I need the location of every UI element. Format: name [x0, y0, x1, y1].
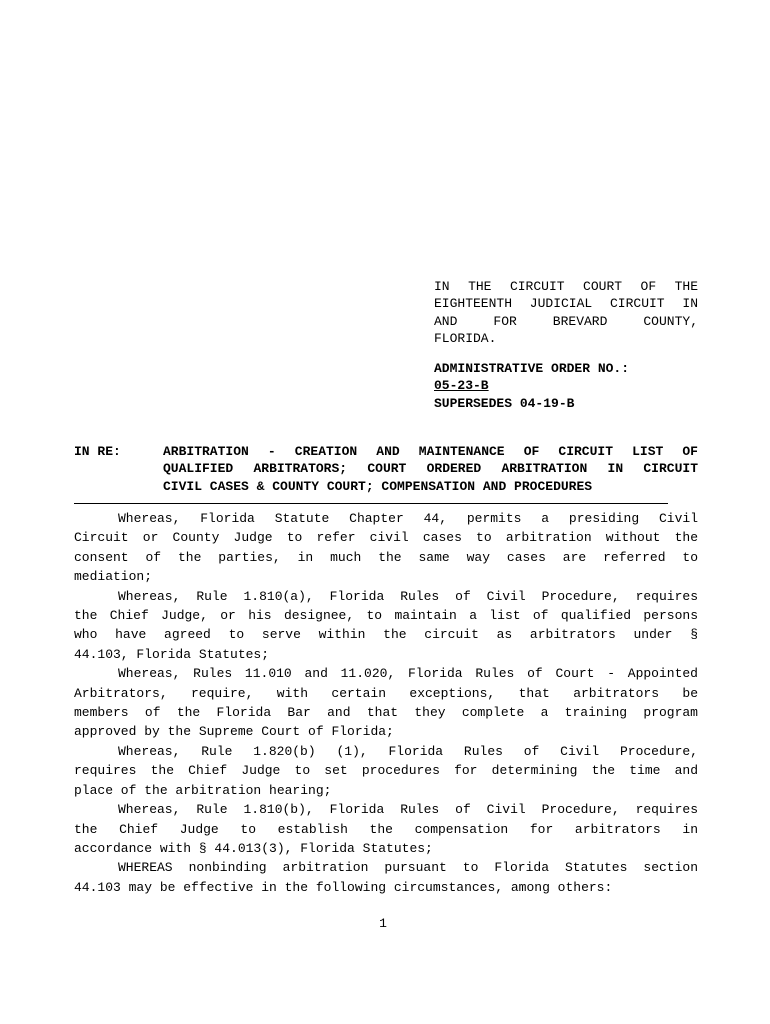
page-number-text: 1 [379, 916, 387, 931]
caption-line: IN THE CIRCUIT COURT OF THE [434, 279, 698, 294]
body-line: members of the Florida Bar and that they complete a training program [74, 705, 698, 721]
body-line: requires the Chief Judge to set procedures for determining the time and [74, 763, 698, 779]
page-number [0, 915, 770, 932]
body-line: the Chief Judge to establish the compensation for arbitrators in [74, 821, 698, 837]
body-line: approved by the Supreme Court of Florida; [74, 724, 394, 740]
body-line: mediation; [74, 569, 153, 585]
body-line: Circuit or County Judge to refer civil cases to arbitration without the [74, 530, 698, 546]
in-re-subject [163, 443, 698, 495]
order-supersedes: SUPERSEDES 04-19-B [434, 395, 575, 411]
order-label: ADMINISTRATIVE ORDER NO.: [434, 361, 630, 376]
body-line: 44.103, Florida Statutes; [74, 646, 270, 662]
caption-line: AND FOR BREVARD COUNTY, [434, 313, 698, 329]
caption-line: EIGHTEENTH JUDICIAL CIRCUIT IN [434, 296, 698, 312]
in-re-line: ARBITRATION - CREATION AND MAINTENANCE OF CIRCUIT LIST OF [163, 444, 698, 459]
body-line: Whereas, Rules 11.010 and 11.020, Florida Rules of Court - Appointed [118, 666, 698, 682]
order-number: 05-23-B [434, 378, 489, 394]
body-line: accordance with § 44.013(3), Florida Statutes; [74, 840, 433, 856]
body-line: Whereas, Florida Statute Chapter 44, permits a presiding Civil [118, 511, 698, 526]
order-body [74, 509, 698, 897]
body-line: Whereas, Rule 1.820(b) (1), Florida Rules of Civil Procedure, [118, 743, 698, 759]
court-caption [434, 278, 698, 347]
body-line: Arbitrators, require, with certain exceptions, that arbitrators be [74, 685, 698, 701]
caption-line: FLORIDA. [434, 330, 497, 346]
divider-line [74, 503, 668, 504]
in-re-line: CIVIL CASES & COUNTY COURT; COMPENSATION AND PROCEDURES [163, 478, 593, 494]
body-line: 44.103 may be effective in the following circumstances, among others: [74, 879, 613, 895]
body-line: WHEREAS nonbinding arbitration pursuant to Florida Statutes section [118, 860, 698, 876]
in-re-label: IN RE: [74, 444, 121, 459]
body-line: place of the arbitration hearing; [74, 782, 332, 798]
body-line: the Chief Judge, or his designee, to maintain a list of qualified persons [74, 608, 698, 624]
body-line: Whereas, Rule 1.810(a), Florida Rules of Civil Procedure, requires [118, 588, 698, 604]
order-block [434, 360, 629, 412]
in-re-line: QUALIFIED ARBITRATORS; COURT ORDERED ARBITRATION IN CIRCUIT [163, 461, 698, 477]
body-line: who have agreed to serve within the circuit as arbitrators under § [74, 627, 698, 643]
body-line: consent of the parties, in much the same way cases are referred to [74, 549, 698, 565]
body-line: Whereas, Rule 1.810(b), Florida Rules of Civil Procedure, requires [118, 802, 698, 818]
